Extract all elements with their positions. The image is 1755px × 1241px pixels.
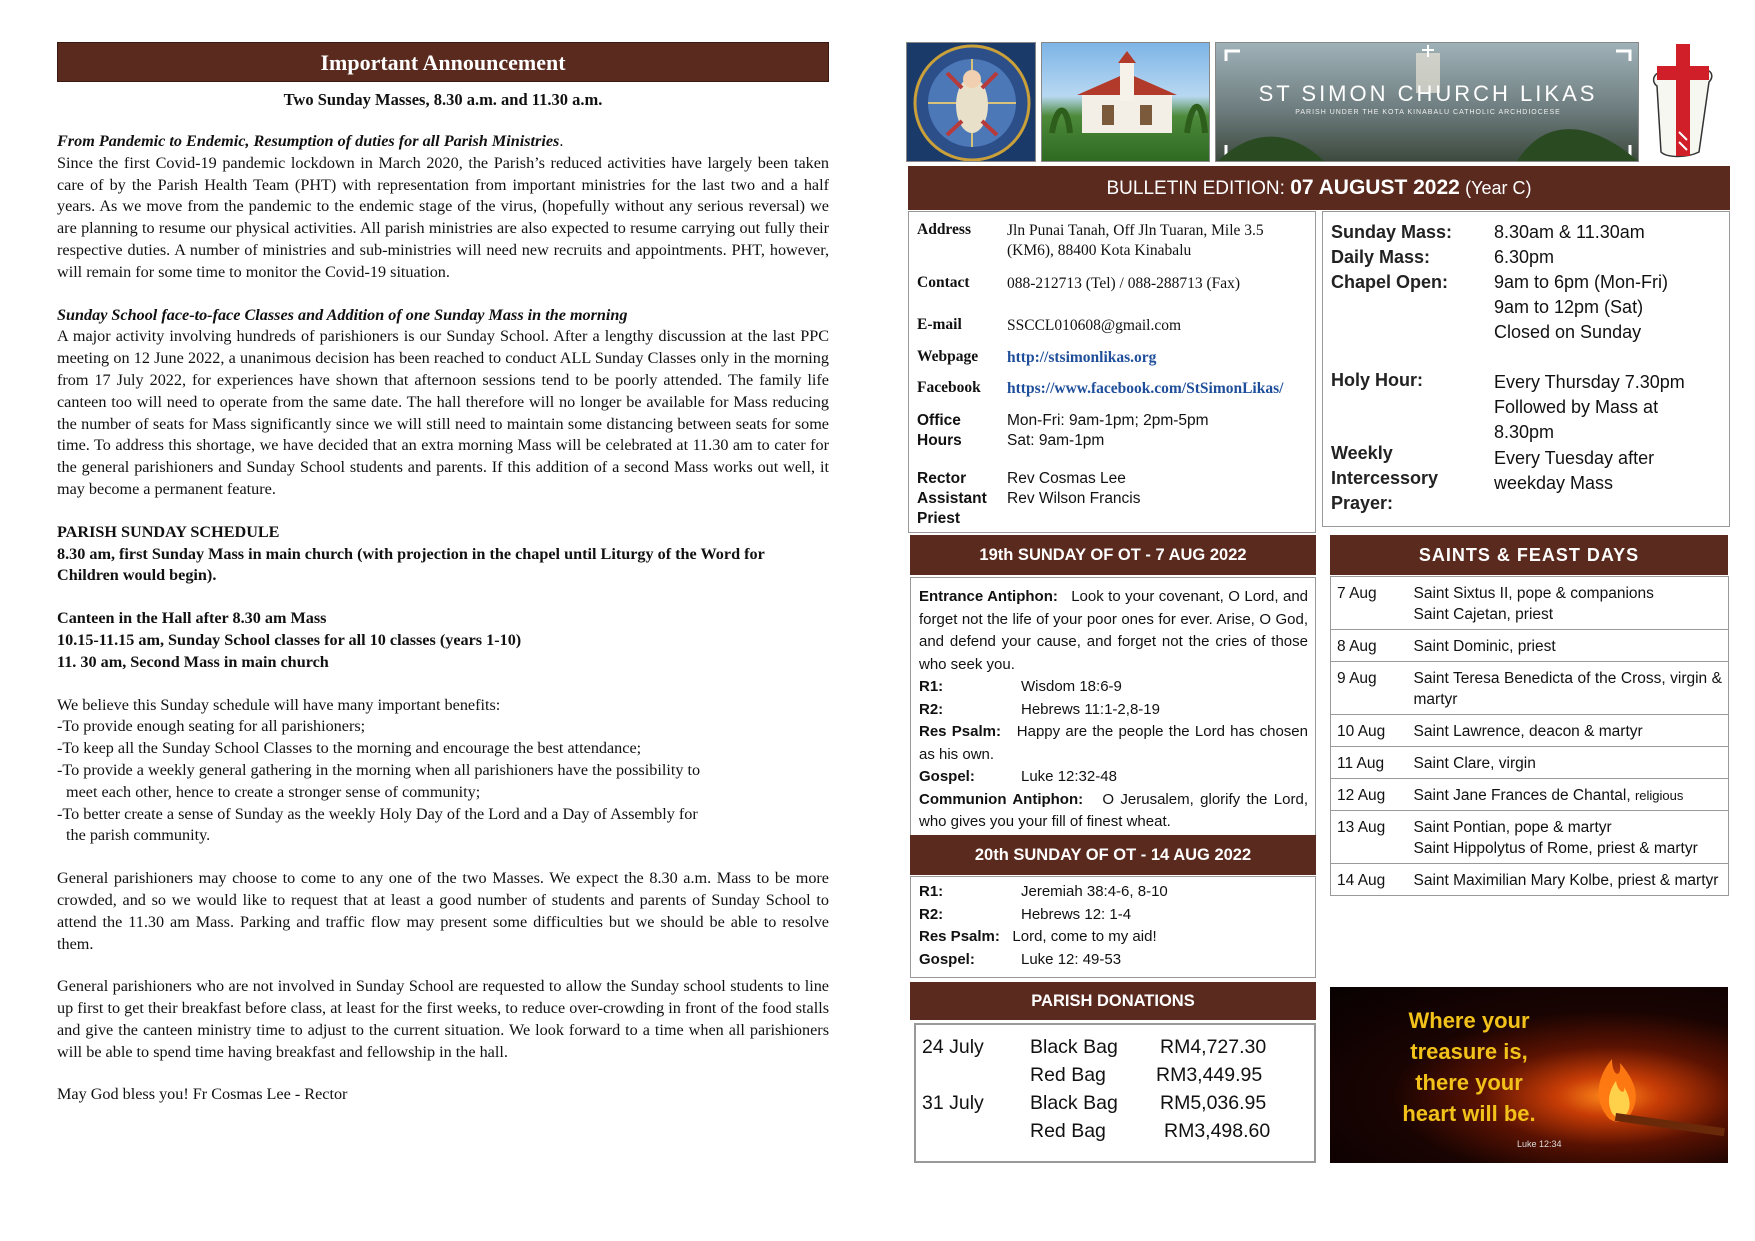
facebook-link[interactable]: https://www.facebook.com/StSimonLikas/: [1007, 380, 1284, 397]
saint-row: [1331, 662, 1729, 715]
gospel-label-20: Gospel:: [919, 950, 975, 968]
weekly-value-1: Every Tuesday after: [1494, 448, 1655, 468]
holy-hour-label: Holy Hour:: [1331, 370, 1423, 390]
weekly-value-2: weekday Mass: [1494, 473, 1614, 493]
sunday-mass-label: Sunday Mass:: [1331, 222, 1453, 242]
chapel-open-label: Chapel Open:: [1331, 272, 1449, 292]
entrance-antiphon-text: Look to your covenant, O Lord, and forget not the life of your poor ones for ever. Arise, O God, and defend your cause, and forget not the cries of those who seek you.: [919, 588, 1309, 673]
saint-row: [1331, 715, 1729, 747]
section1-heading: From Pandemic to Endemic, Resumption of duties for all Parish Ministries: [57, 132, 560, 150]
contact-value: 088-212713 (Tel) / 088-288713 (Fax): [1007, 275, 1241, 292]
announcement-title: Important Announcement: [57, 42, 829, 82]
facebook-label: Facebook: [917, 379, 981, 396]
benefit-4: -To better create a sense of Sunday as the weekly Holy Day of the Lord and a Day of Assembly for: [57, 804, 698, 823]
r1-value-20: Jeremiah 38:4-6, 8-10: [1021, 883, 1168, 900]
weekly-label-3: Prayer:: [1331, 493, 1394, 513]
r1-label-20: R1:: [919, 883, 944, 900]
contact-box: [908, 211, 1316, 533]
saint-name: Saint Maximilian Mary Kolbe, priest & martyr: [1408, 864, 1729, 896]
mass-times-box: [1322, 211, 1730, 527]
psalm-value-20: Lord, come to my aid!: [1012, 928, 1157, 945]
saint-name: Saint Dominic, priest: [1408, 630, 1729, 662]
assistant-label-1: Assistant: [917, 490, 987, 507]
r2-label-20: R2:: [919, 905, 944, 923]
assistant-label-2: Priest: [917, 510, 961, 527]
saint-date: 7 Aug: [1331, 577, 1408, 630]
saint-row: [1331, 864, 1729, 896]
saint-date: 9 Aug: [1331, 662, 1408, 715]
saint-date: 12 Aug: [1331, 779, 1408, 811]
chapel-hours-sunday: Closed on Sunday: [1494, 322, 1642, 342]
closing-line: May God bless you! Fr Cosmas Lee - Rector: [57, 1085, 348, 1104]
r2-value: Hebrews 11:1-2,8-19: [1021, 700, 1160, 718]
general-paragraph-2: General parishioners who are not involved in Sunday School are requested to allow the Sunday school students to line up first to get their breakfast before class, at least for the first weeks, to reduce over-crowding in front of the food stalls and give the canteen ministry time to adjust to the current situation. We look forward to a time when all parishioners will be able to spend time having breakfast and fellowship in the hall.: [57, 977, 829, 1061]
sunday20-title: 20th SUNDAY OF OT - 14 AUG 2022: [910, 835, 1316, 875]
holy-hour-value-2: Followed by Mass at: [1494, 397, 1659, 417]
daily-mass-value: 6.30pm: [1494, 247, 1555, 267]
saint-row: [1331, 747, 1729, 779]
stained-glass-image: [906, 42, 1036, 162]
donation-amount-3: RM5,036.95: [1160, 1092, 1267, 1114]
assistant-value: Rev Wilson Francis: [1007, 490, 1141, 507]
benefit-1: -To provide enough seating for all parishioners;: [57, 717, 366, 736]
saint-date: 14 Aug: [1331, 864, 1408, 896]
holy-hour-value-3: 8.30pm: [1494, 422, 1555, 442]
psalm-value: Happy are the people the Lord has chosen as his own.: [919, 723, 1308, 763]
saint-row: [1331, 630, 1729, 662]
section2-heading: Sunday School face-to-face Classes and Addition of one Sunday Mass in the morning: [57, 305, 628, 324]
weekly-label-2: Intercessory: [1331, 468, 1439, 488]
church-tagline: PARISH UNDER THE KOTA KINABALU CATHOLIC ARCHDIOCESE: [1295, 109, 1561, 116]
donations-title: PARISH DONATIONS: [910, 982, 1316, 1020]
schedule-heading: PARISH SUNDAY SCHEDULE: [57, 522, 280, 541]
r2-value-20: Hebrews 12: 1-4: [1021, 905, 1132, 923]
quote-line-3: there your: [1415, 1070, 1523, 1095]
donations-box: [914, 1023, 1316, 1163]
general-paragraph-1: General parishioners may choose to come to any one of the two Masses. We expect the 8.30 a.m. Mass to be more crowded, and so we would like to request that at least a good number of students and parents of Sunday School to attend the 11.30 am Mass. Parking and traffic flow may present some difficulties but we should be able to resolve them.: [57, 869, 829, 953]
office-label-2: Hours: [917, 432, 962, 449]
office-label-1: Office: [917, 412, 961, 429]
sunday19-title: 19th SUNDAY OF OT - 7 AUG 2022: [910, 535, 1316, 575]
saint-suffix: religious: [1634, 788, 1684, 803]
benefit-3: -To provide a weekly general gathering in the morning when all parishioners have the possibility to: [57, 760, 701, 779]
saint-date: 13 Aug: [1331, 811, 1408, 864]
r2-label: R2:: [919, 700, 944, 718]
schedule-line-2: Canteen in the Hall after 8.30 am Mass: [57, 609, 327, 628]
donation-bag-1: Black Bag: [1030, 1036, 1118, 1058]
donation-bag-3: Black Bag: [1030, 1092, 1118, 1114]
treasure-quote-image: [1330, 987, 1728, 1163]
donation-date-1: 24 July: [922, 1036, 984, 1058]
contact-label: Contact: [917, 274, 970, 291]
email-label: E-mail: [917, 316, 962, 333]
cross-scroll-logo: [1643, 42, 1727, 162]
saint-date: 8 Aug: [1331, 630, 1408, 662]
benefits-list: [57, 695, 829, 848]
sunday19-readings: [910, 577, 1316, 836]
saint-name: Saint Lawrence, deacon & martyr: [1408, 715, 1729, 747]
saint-row: [1331, 577, 1729, 630]
saint-name: Saint Sixtus II, pope & companions: [1413, 585, 1654, 602]
r1-value: Wisdom 18:6-9: [1021, 678, 1122, 695]
benefit-2: -To keep all the Sunday School Classes to the morning and encourage the best attendance;: [57, 739, 642, 758]
communion-antiphon-text: O Jerusalem, glorify the Lord, who gives you your fill of finest wheat.: [919, 790, 1308, 830]
schedule-line-3: 10.15-11.15 am, Sunday School classes for all 10 classes (years 1-10): [57, 630, 522, 649]
donation-date-3: 31 July: [922, 1092, 984, 1114]
church-building-photo: [1041, 42, 1210, 162]
communion-antiphon-label: Communion Antiphon:: [919, 790, 1084, 808]
sunday20-readings: [910, 876, 1316, 978]
saint-date: 10 Aug: [1331, 715, 1408, 747]
rector-value: Rev Cosmas Lee: [1007, 470, 1126, 487]
edition-label: BULLETIN EDITION:: [1106, 178, 1285, 199]
section2-body: A major activity involving hundreds of parishioners is our Sunday School. After a lengthy discussion at the last PPC meeting on 12 June 2022, a unanimous decision has been reached to conduct ALL Sunday Classes only in the morning from 17 July 2022, for experiences have shown that afternoon sessions tend to be poorly attended. The family life canteen too will need to operate from the same date. The hall therefore will no longer be available for Mass reducing the number of seats for Mass significantly since we will still need to maintain some distancing between seats for some time. To address this shortage, we have decided that an extra morning Mass will be celebrated at 11.30 am to cater for the general parishioners and Sunday School students and parents. If this addition of a second Mass works out well, it may become a permanent feature.: [57, 327, 829, 498]
benefits-intro: We believe this Sunday schedule will have many important benefits:: [57, 695, 501, 714]
psalm-label-20: Res Psalm:: [919, 928, 1000, 945]
donation-amount-4: RM3,498.60: [1164, 1120, 1271, 1142]
edition-year: (Year C): [1465, 178, 1532, 198]
office-hours-weekday: Mon-Fri: 9am-1pm; 2pm-5pm: [1007, 412, 1209, 429]
gospel-value-20: Luke 12: 49-53: [1021, 950, 1122, 968]
quote-line-2: treasure is,: [1410, 1039, 1528, 1064]
saints-table: [1330, 576, 1729, 896]
address-label: Address: [917, 221, 971, 238]
church-name: ST SIMON CHURCH LIKAS: [1258, 81, 1598, 106]
benefit-4-cont: the parish community.: [66, 826, 211, 845]
quote-line-1: Where your: [1408, 1008, 1530, 1033]
daily-mass-label: Daily Mass:: [1331, 247, 1431, 267]
entrance-antiphon-label: Entrance Antiphon:: [919, 588, 1058, 605]
holy-hour-value-1: Every Thursday 7.30pm: [1494, 372, 1685, 392]
gospel-label: Gospel:: [919, 768, 975, 785]
announcement-subtitle: Two Sunday Masses, 8.30 a.m. and 11.30 a.m.: [283, 90, 603, 109]
edition-date: 07 AUGUST 2022: [1290, 176, 1460, 199]
saint-row: [1331, 811, 1729, 864]
quote-line-4: heart will be.: [1402, 1101, 1536, 1126]
chapel-hours-weekday: 9am to 6pm (Mon-Fri): [1494, 272, 1669, 292]
benefit-3-cont: meet each other, hence to create a stronger sense of community;: [66, 782, 481, 801]
saint-name-2: Saint Hippolytus of Rome, priest & martyr: [1413, 840, 1698, 857]
saint-name: Saint Teresa Benedicta of the Cross, virgin & martyr: [1408, 662, 1729, 715]
saint-name: Saint Pontian, pope & martyr: [1413, 819, 1612, 836]
section1-body: Since the first Covid-19 pandemic lockdown in March 2020, the Parish’s reduced activities have largely been taken care of by the Parish Health Team (PHT) with representation from important ministries for the last two and a half years. As we move from the pandemic to the endemic stage of the virus, (hopefully without any serious reversal) we are planning to resume our physical activities. All parish ministries are also expected to resume carrying out fully their respective duties. A number of ministries and sub-ministries will need new recruits and appointments. PHT, however, will remain for some time to monitor the Covid-19 situation.: [57, 153, 829, 281]
rector-label: Rector: [917, 470, 967, 487]
saint-row: [1331, 779, 1729, 811]
schedule-line-1: 8.30 am, first Sunday Mass in main church (with projection in the chapel until Liturgy of the Word for Children would begin).: [57, 544, 765, 585]
sunday-mass-value: 8.30am & 11.30am: [1494, 222, 1645, 242]
address-value: Jln Punai Tanah, Off Jln Tuaran, Mile 3.5 (KM6), 88400 Kota Kinabalu: [1007, 222, 1264, 259]
office-hours-saturday: Sat: 9am-1pm: [1007, 432, 1105, 449]
saint-name: Saint Jane Frances de Chantal,: [1413, 787, 1631, 804]
donation-bag-2: Red Bag: [1030, 1064, 1106, 1086]
weekly-label-1: Weekly: [1331, 443, 1393, 463]
donation-bag-4: Red Bag: [1030, 1120, 1106, 1142]
announcement-page: Important Announcement Two Sunday Masses, 8.30 a.m. and 11.30 a.m. From Pandemic to Endemic, Resumption of duties for all Parish Ministries. Since the first Covid-19 pandemic lockdown in March 2020, the Parish’s reduced activities have largely been taken care of by the Parish Health Team (PHT) with representation from important ministries for the last two and a half years. As we move from the pandemic to the endemic stage of the virus, (hopefully without any serious reversal) we are planning to resume our physical activities. All parish ministries are also expected to resume carrying out fully their respective duties. A number of ministries and sub-ministries will need new recruits and appointments. PHT, however, will remain for some time to monitor the Covid-19 situation. Sunday School face-to-face Classes and Addition of one Sunday Mass in the morning A major activity involving hundreds of parishioners is our Sunday School. After a lengthy discussion at the last PPC meeting on 12 June 2022, a unanimous decision has been reached to conduct ALL Sunday Classes only in the morning from 17 July 2022, for experiences have shown that afternoon sessions tend to be poorly attended. The family life canteen too will need to operate from the same date. The hall therefore will no longer be available for Mass reducing the number of seats for Mass significantly since we will still need to maintain some distancing between seats for some time. To address this shortage, we have decided that an extra morning Mass will be celebrated at 11.30 am to cater for the general parishioners and Sunday School students and parents. If this addition of a second Mass works out well, it may become a permanent feature. PARISH SUNDAY SCHEDULE 8.30 am, first Sunday Mass in main church (with projection in the chapel until Liturgy of the Word for Children would begin). Canteen in the Hall after 8.30 am Mass 10.15-11.15 am, Sunday School classes for all 10 classes (years 1-10) 11. 30 am, Second Mass in main church We believe this Sunday schedule will have many important benefits: -To provide enough seating for all parishioners; -To keep all the Sunday School Classes to the morning and encourage the best attendance; -To provide a weekly general gathering in the morning when all parishioners have the possibility to meet each other, hence to create a stronger sense of community; -To better create a sense of Sunday as the weekly Holy Day of the Lord and a Day of Assembly for the parish community. General parishioners may choose to come to any one of the two Masses. We expect the 8.30 a.m. Mass to be more crowded, and so we would like to request that at least a good number of students and parents of Sunday School to attend the 11.30 am Mass. Parking and traffic flow may present some difficulties but we should be able to resolve them. General parishioners who are not involved in Sunday School are requested to allow the Sunday school students to line up first to get their breakfast before class, at least for the first weeks, to reduce over-crowding in front of the food stalls and give the canteen ministry time to adjust to the current situation. We look forward to a time when all parishioners will be able to spend time having breakfast and fellowship in the hall. May God bless you! Fr Cosmas Lee - Rector: [57, 42, 829, 1106]
gospel-value: Luke 12:32-48: [1021, 768, 1117, 785]
r1-label: R1:: [919, 678, 944, 695]
psalm-label: Res Psalm:: [919, 723, 1001, 740]
church-name-banner: [1215, 42, 1639, 162]
quote-reference: Luke 12:34: [1517, 1139, 1562, 1149]
saint-date: 11 Aug: [1331, 747, 1408, 779]
donation-amount-2: RM3,449.95: [1156, 1064, 1263, 1086]
chapel-hours-saturday: 9am to 12pm (Sat): [1494, 297, 1644, 317]
schedule-line-4: 11. 30 am, Second Mass in main church: [57, 652, 329, 671]
webpage-link[interactable]: http://stsimonlikas.org: [1007, 349, 1157, 366]
email-value: SSCCL010608@gmail.com: [1007, 317, 1182, 334]
saint-name-2: Saint Cajetan, priest: [1413, 606, 1554, 623]
edition-bar: [908, 166, 1730, 210]
webpage-label: Webpage: [917, 348, 979, 365]
saint-name: Saint Clare, virgin: [1408, 747, 1729, 779]
donation-amount-1: RM4,727.30: [1160, 1036, 1267, 1058]
saints-title: SAINTS & FEAST DAYS: [1330, 535, 1728, 575]
